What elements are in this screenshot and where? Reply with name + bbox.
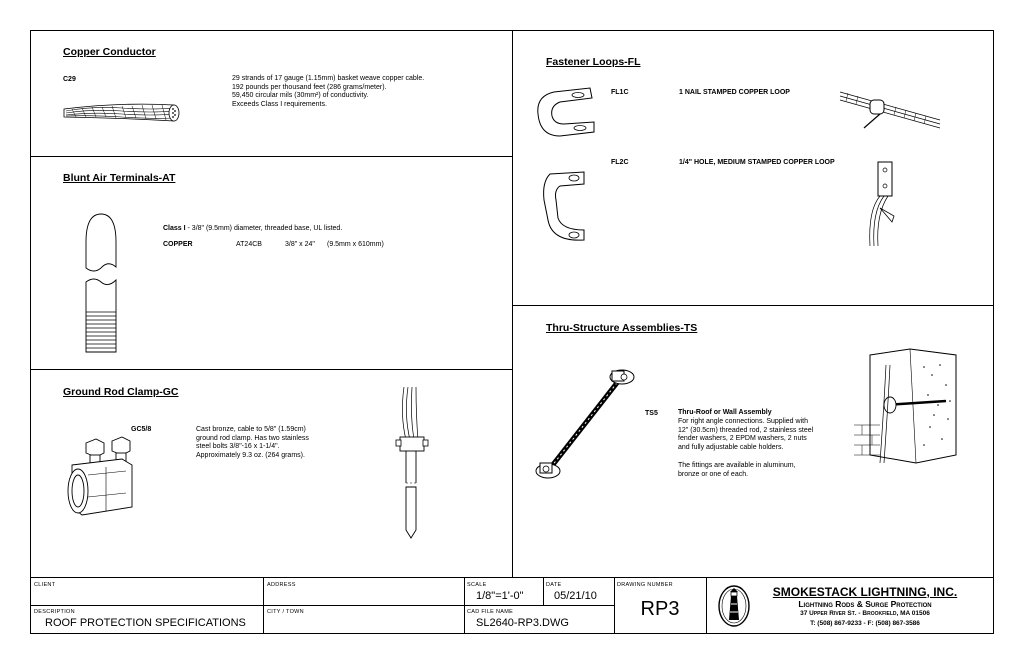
copper-conductor-title: Copper Conductor [63, 46, 156, 58]
description-label: DESCRIPTION [34, 609, 75, 615]
clamp-code: GC5/8 [131, 426, 152, 433]
fl1c-desc: 1 NAIL STAMPED COPPER LOOP [679, 89, 790, 96]
copper-line: 59,450 circular mils (30mm²) of conductivity. [232, 92, 369, 100]
divider [30, 369, 512, 370]
fl2c-code: FL2C [611, 159, 629, 166]
blunt-size: 3/8" x 24" [285, 241, 315, 248]
wall-assembly-illustration [850, 345, 968, 470]
clamp-line: ground rod clamp. Has two stainless [196, 434, 309, 442]
blunt-class-line [163, 225, 342, 234]
fl2c-loop-illustration [528, 160, 596, 246]
copper-line: 192 pounds per thousand feet (286 grams/meter). [232, 83, 387, 91]
ts5-availability [678, 462, 796, 479]
tb-divider [30, 605, 614, 606]
ground-rod-clamp-title: Ground Rod Clamp-GC [63, 386, 179, 398]
thru-structure-title: Thru-Structure Assemblies-TS [546, 322, 698, 334]
fl2c-desc: 1/4" HOLE, MEDIUM STAMPED COPPER LOOP [679, 159, 835, 166]
ground-clamp-illustration [62, 435, 137, 525]
clamp-line: Approximately 9.3 oz. (264 grams). [196, 451, 305, 459]
copper-cable-illustration [62, 96, 184, 126]
tb-divider [543, 577, 544, 605]
lighthouse-logo [716, 584, 752, 628]
divider [30, 156, 512, 157]
air-terminal-illustration [82, 212, 122, 354]
ts5-line: 12" (30.5cm) threaded rod, 2 stainless steel [678, 426, 814, 434]
ts5-code: TS5 [645, 410, 658, 417]
title-block-top [30, 577, 994, 578]
thru-rod-illustration [528, 365, 646, 490]
ts5-line: The fittings are available in aluminum, [678, 462, 796, 469]
divider [512, 305, 994, 306]
clamp-line: steel bolts 3/8"-16 x 1-1/4". [196, 443, 280, 451]
fl1c-installed-illustration [836, 88, 944, 138]
class-label: Class I [163, 225, 186, 232]
company-name: SMOKESTACK LIGHTNING, INC. [772, 585, 958, 599]
tb-divider [706, 577, 707, 634]
scale-value: 1/8"=1'-0" [476, 590, 524, 602]
ts5-line: bronze or one of each. [678, 470, 749, 478]
ts5-description [678, 418, 813, 452]
copper-code: C29 [63, 76, 76, 83]
copper-line: Exceeds Class I requirements. [232, 100, 327, 108]
drawing-number-label: DRAWING NUMBER [617, 582, 673, 588]
city-label: CITY / TOWN [267, 609, 304, 615]
scale-label: SCALE [467, 582, 487, 588]
clamp-description [196, 426, 309, 460]
address-label: ADDRESS [267, 582, 296, 588]
copper-description [232, 75, 424, 109]
blunt-air-terminals-title: Blunt Air Terminals-AT [63, 172, 176, 184]
clamp-on-rod-illustration [388, 385, 436, 540]
blunt-metric: (9.5mm x 610mm) [327, 241, 384, 248]
cad-label: CAD FILE NAME [467, 609, 514, 615]
company-address: 37 Upper River St. - Brookfield, MA 01506 [800, 610, 930, 617]
ts5-line: fender washers, 2 EPDM washers, 2 nuts [678, 435, 807, 443]
ts5-heading: Thru-Roof or Wall Assembly [678, 409, 772, 416]
date-value: 05/21/10 [554, 590, 597, 602]
fastener-loops-title: Fastener Loops-FL [546, 56, 641, 68]
fl2c-installed-illustration [858, 160, 918, 250]
class-text: - 3/8" (9.5mm) diameter, threaded base, UL listed. [185, 225, 343, 232]
ts5-line: For right angle connections. Supplied with [678, 418, 808, 425]
fl1c-code: FL1C [611, 89, 629, 96]
blunt-material: COPPER [163, 241, 193, 248]
description-value: ROOF PROTECTION SPECIFICATIONS [45, 617, 246, 629]
cad-value: SL2640-RP3.DWG [476, 617, 569, 629]
fl1c-loop-illustration [530, 84, 596, 142]
center-divider [512, 30, 513, 577]
company-phone: T: (508) 867-9233 - F: (508) 867-3586 [810, 620, 920, 627]
date-label: DATE [546, 582, 562, 588]
copper-line: 29 strands of 17 gauge (1.15mm) basket weave copper cable. [232, 75, 425, 82]
ts5-line: and fully adjustable cable holders. [678, 443, 784, 451]
company-tagline: Lightning Rods & Surge Protection [798, 599, 932, 609]
drawing-number: RP3 [640, 598, 680, 620]
clamp-line: Cast bronze, cable to 5/8" (1.59cm) [196, 426, 306, 433]
blunt-part: AT24CB [236, 241, 262, 248]
client-label: CLIENT [34, 582, 56, 588]
